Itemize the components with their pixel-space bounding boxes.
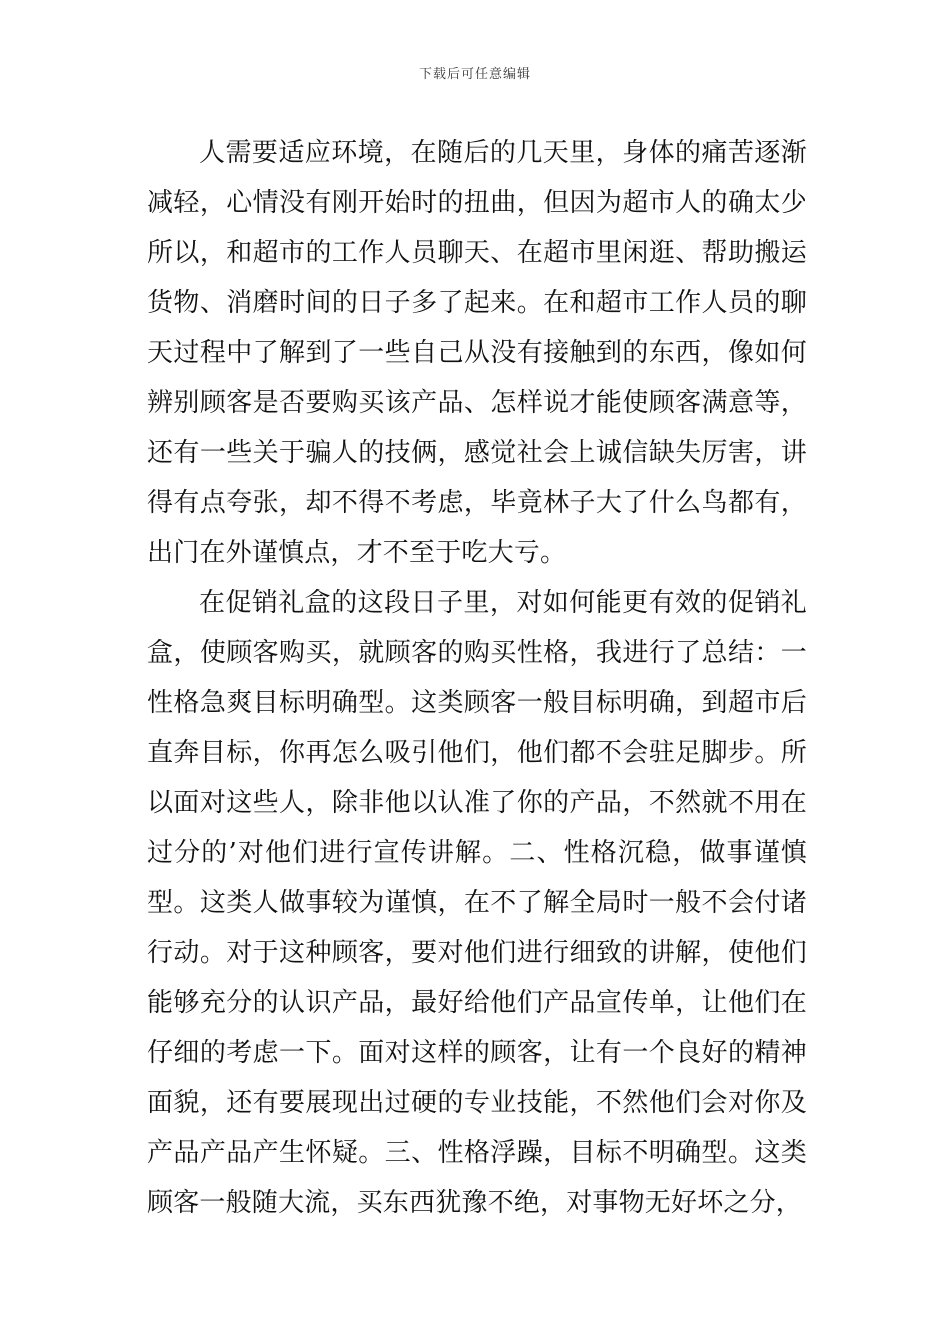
body-text xyxy=(147,128,807,1228)
paragraph-1: 人需要适应环境，在随后的几天里，身体的痛苦逐渐减轻，心情没有刚开始时的扭曲，但因为超市人的确太少所以，和超市的工作人员聊天、在超市里闲逛、帮助搬运货物、消磨时间的日子多了起来。在和超市工作人员的聊天过程中了解到了一些自己从没有接触到的东西，像如何辨别顾客是否要购买该产品、怎样说才能使顾客满意等，还有一些关于骗人的技俩，感觉社会上诚信缺失厉害，讲得有点夸张，却不得不考虑，毕竟林子大了什么鸟都有，出门在外谨慎点，才不至于吃大亏。 xyxy=(147,138,807,568)
paragraph-2: 在促销礼盒的这段日子里，对如何能更有效的促销礼盒，使顾客购买，就顾客的购买性格，我进行了总结：一性格急爽目标明确型。这类顾客一般目标明确，到超市后直奔目标，你再怎么吸引他们，他们都不会驻足脚步。所以面对这些人，除非他以认准了你的产品，不然就不用在过分的’对他们进行宣传讲解。二、性格沉稳，做事谨慎型。这类人做事较为谨慎，在不了解全局时一般不会付诸行动。对于这种顾客，要对他们进行细致的讲解，使他们能够充分的认识产品，最好给他们产品宣传单，让他们在仔细的考虑一下。面对这样的顾客，让有一个良好的精神面貌，还有要展现出过硬的专业技能，不然他们会对你及产品产品产生怀疑。三、性格浮躁，目标不明确型。这类顾客一般随大流，买东西犹豫不绝，对事物无好坏之分， xyxy=(147,588,807,1218)
header-note: 下载后可任意编辑 xyxy=(418,67,531,82)
